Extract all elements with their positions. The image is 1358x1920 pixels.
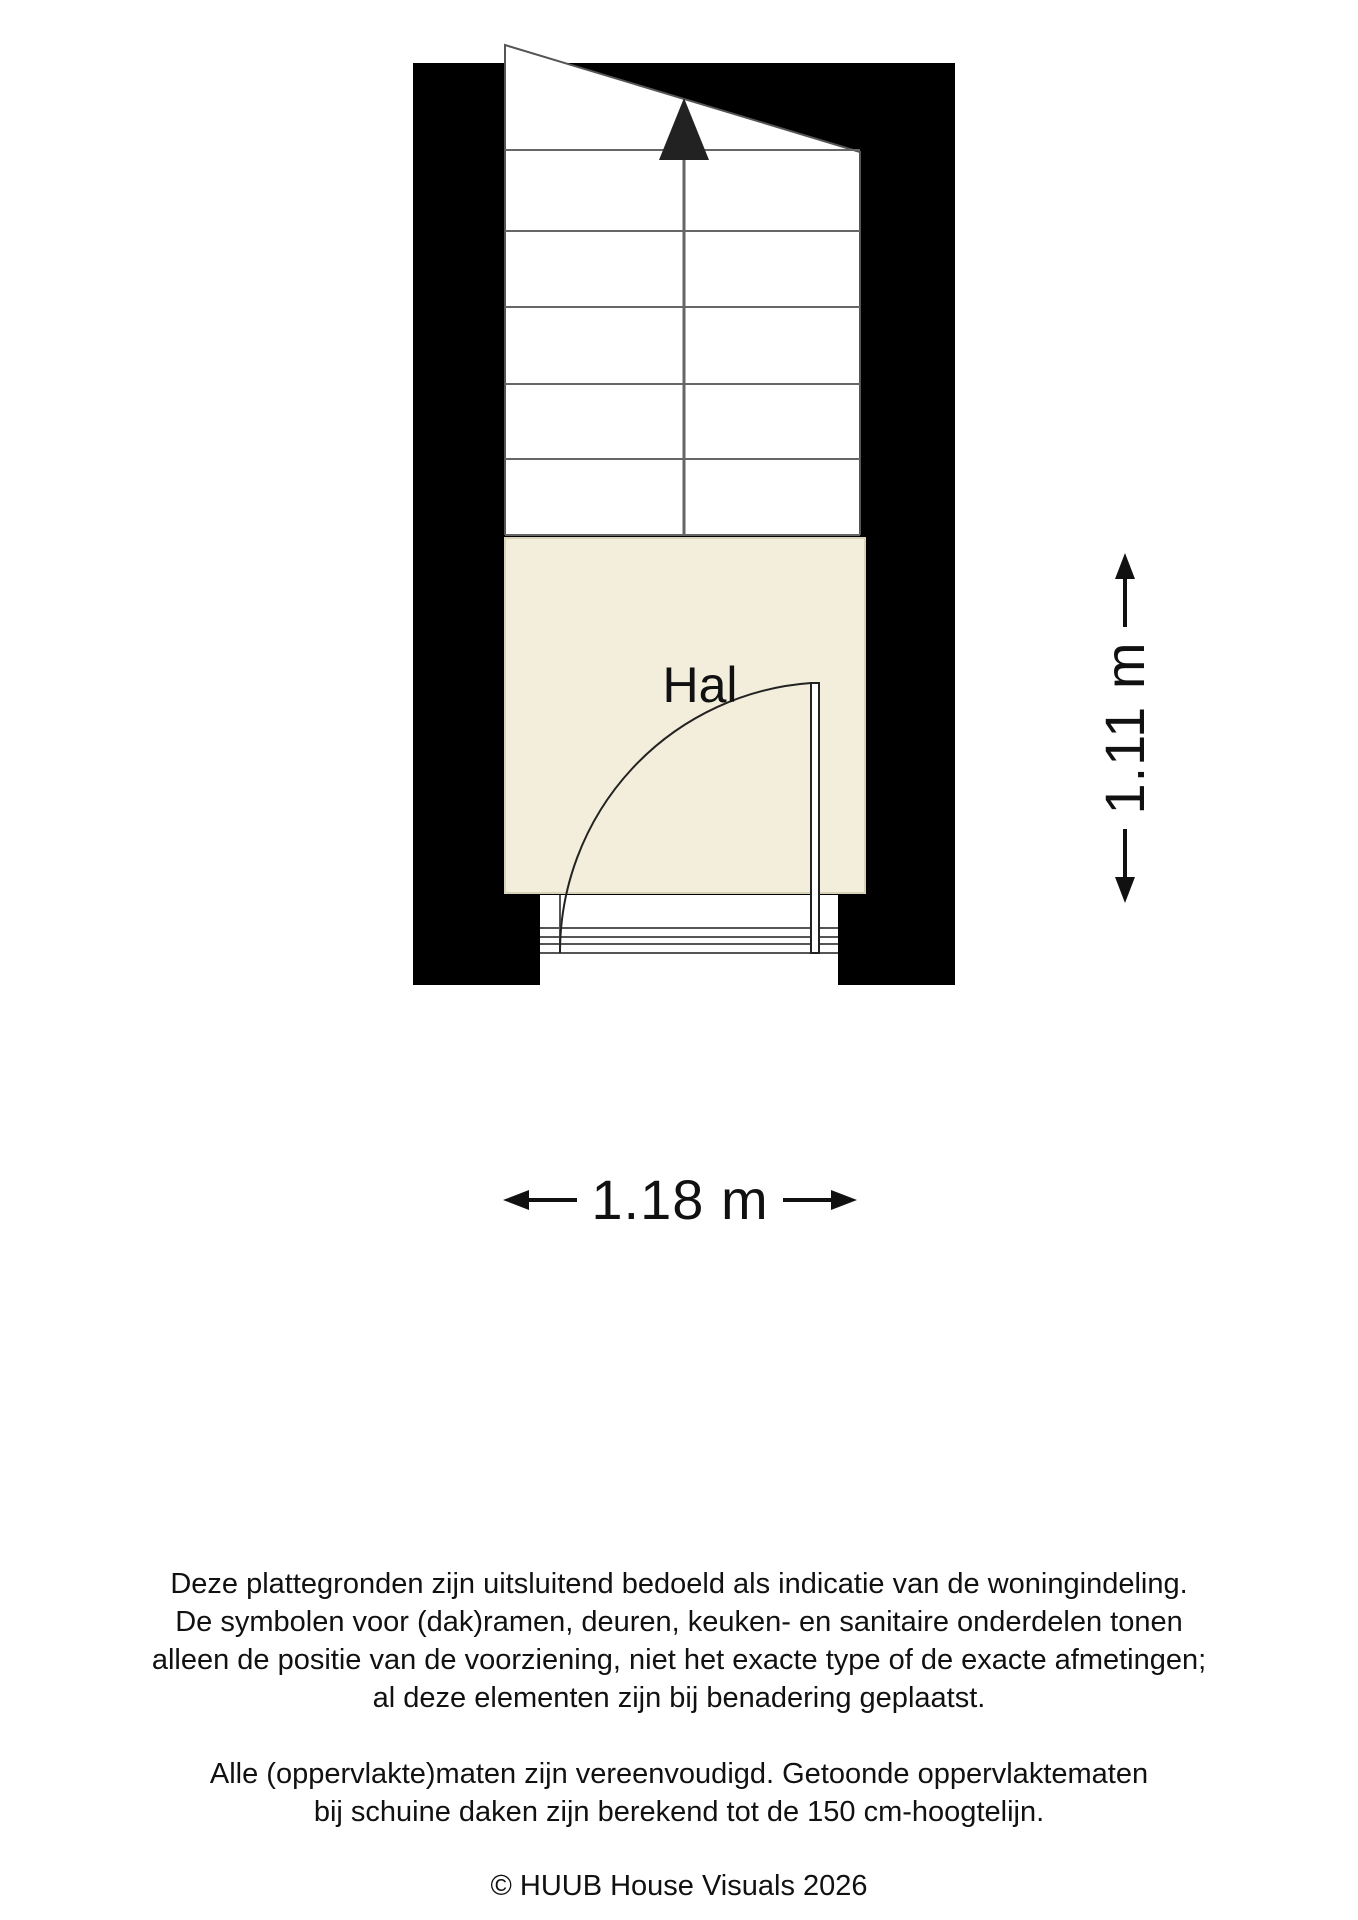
arrow-left-icon xyxy=(503,1188,577,1212)
copyright: © HUUB House Visuals 2026 xyxy=(490,1870,868,1902)
disclaimer-line: De symbolen voor (dak)ramen, deuren, keuken- en sanitaire onderdelen tonen xyxy=(175,1606,1183,1638)
width-dimension-label: 1.18 m xyxy=(591,1168,769,1231)
door-leaf xyxy=(811,683,819,953)
disclaimer-line: Alle (oppervlakte)maten zijn vereenvoudigd. Getoonde oppervlaktematen xyxy=(209,1758,1149,1790)
width-dimension xyxy=(470,1165,890,1235)
arrow-left-icon xyxy=(1113,829,1137,903)
entrance-opening xyxy=(540,895,838,985)
disclaimer-line: alleen de positie van de voorziening, niet het exacte type of de exacte afmetingen; xyxy=(151,1644,1207,1676)
depth-dimension xyxy=(1090,552,1160,904)
disclaimer-line: al deze elementen zijn bij benadering geplaatst. xyxy=(372,1682,986,1714)
disclaimer-line: bij schuine daken zijn berekend tot de 150 cm-hoogtelijn. xyxy=(313,1796,1045,1828)
disclaimer xyxy=(40,1565,1318,1831)
room-label-hal: Hal xyxy=(662,657,738,713)
arrow-right-icon xyxy=(1113,553,1137,627)
arrow-right-icon xyxy=(783,1188,857,1212)
disclaimer-line: Deze plattegronden zijn uitsluitend bedoeld als indicatie van de woningindeling. xyxy=(170,1568,1188,1600)
depth-dimension-label: 1.11 m xyxy=(1093,641,1156,815)
